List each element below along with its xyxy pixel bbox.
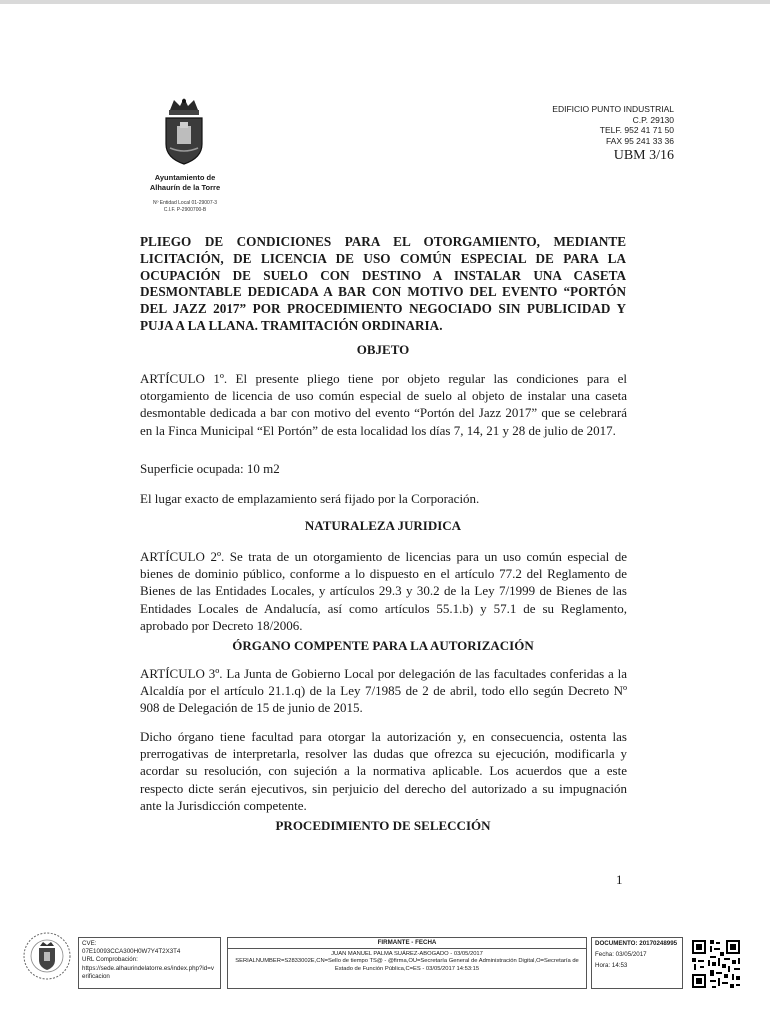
coat-of-arms-icon (160, 96, 208, 168)
fecha-label: Fecha: (595, 951, 614, 959)
address-block (552, 104, 674, 146)
documento-number: 20170248995 (639, 940, 678, 947)
signature-box (227, 937, 587, 989)
cve-code: 07E10093CCA300H0W7Y4T2X3T4 (82, 948, 181, 956)
org-line-2: Alhaurín de la Torre (149, 183, 221, 192)
cve-label: CVE: (82, 940, 97, 947)
organization-ids (130, 200, 240, 214)
signer-line: JUAN MANUEL PALMA SUÁREZ-ABOGADO - 03/05/2017 (331, 951, 483, 957)
qr-code-icon (690, 938, 742, 990)
entity-id: Nº Entidad Local 01-29007-3 (152, 200, 218, 206)
paragraph: El lugar exacto de emplazamiento será fijado por la Corporación. (140, 491, 480, 506)
hora-label: Hora: (595, 962, 611, 970)
fecha-value: 03/05/2017 (615, 951, 647, 959)
document-reference: UBM 3/16 (613, 148, 674, 163)
organization-name (130, 173, 240, 193)
document-info-box (591, 937, 683, 989)
cve-box (78, 937, 221, 989)
hora-value: 14:53 (611, 962, 628, 970)
document-title: PLIEGO DE CONDICIONES PARA EL OTORGAMIENTO, MEDIANTE LICITACIÓN, DE LICENCIA DE USO COMÚN ESPECIAL DE PARA LA OCUPACIÓN DE SUELO CON DESTINO A INSTALAR UNA CASETA DESMONTABLE DEDICADA A BAR CON MOTIVO DEL EVENTO “PORTÓN DEL JAZZ 2017” POR PROCEDIMIENTO NEGOCIADO SIN PUBLICIDAD Y PUJA A LA LLANA. TRAMITACIÓN ORDINARIA. (140, 234, 626, 333)
section-heading: NATURALEZA JURIDICA (304, 518, 462, 533)
section-heading: OBJETO (356, 342, 410, 357)
address-line: C.P. 29130 (632, 114, 674, 125)
paragraph: Superficie ocupada: 10 m2 (140, 461, 280, 476)
cif: C.I.F. P-2900700-B (163, 207, 207, 213)
seal-icon (22, 930, 72, 982)
address-line: EDIFICIO PUNTO INDUSTRIAL (552, 104, 674, 114)
url-label: URL Comprobación: (82, 956, 138, 964)
paragraph: ARTÍCULO 3º. La Junta de Gobierno Local por delegación de las facultades conferidas a la Alcaldía por el artículo 21.1.q) de la Ley 7/1985 de 2 de abril, todo ello según Decreto Nº 908 de Delegación de 15 de junio de 2015. (140, 666, 627, 716)
documento-label: DOCUMENTO: (595, 940, 638, 947)
scan-edge (0, 0, 770, 4)
verification-url[interactable]: https://sede.alhaurindelatorre.es/index.php?id=verificacion (82, 964, 214, 980)
signature-body (228, 949, 586, 975)
section-heading: ÓRGANO COMPENTE PARA LA AUTORIZACIÓN (232, 638, 534, 653)
address-line: TELF. 952 41 71 50 (599, 125, 674, 135)
paragraph: ARTÍCULO 2º. Se trata de un otorgamiento de licencias para un uso común especial de bienes de dominio público, conforme a lo dispuesto en el artículo 77.2 del Reglamento de Bienes de las Entidades Locales, y artículos 29.3 y 30.2 de la Ley 7/1999 de Bienes de las Entidades Locales de Andalucía, así como artículos 55.1.b) y 57.1 de su Reglamento, aprobado por Decreto 18/2006. (140, 549, 627, 633)
signature-header: FIRMANTE - FECHA (228, 938, 586, 949)
org-line-1: Ayuntamiento de (154, 173, 216, 182)
section-heading: PROCEDIMIENTO DE SELECCIÓN (275, 818, 491, 833)
page-number: 1 (616, 872, 623, 887)
timestamp-line: SERIALNUMBER=S2833002E,CN=Sello de tiempo TS@ - @firma,OU=Secretaría General de Administración Digital,O=Secretaría de Estado de Función Pública,C=ES - 03/05/2017 14:53:15 (235, 958, 579, 972)
address-line: FAX 95 241 33 36 (605, 135, 674, 146)
paragraph: ARTÍCULO 1º. El presente pliego tiene por objeto regular las condiciones para el otorgamiento de licencia de uso común especial de suelo al objeto de instalar una caseta desmontable dedicada a bar con motivo del evento “Portón del Jazz 2017” que se celebrará en la Finca Municipal “El Portón” de esta localidad los días 7, 14, 21 y 28 de julio de 2017. (140, 371, 627, 438)
paragraph: Dicho órgano tiene facultad para otorgar la autorización y, en consecuencia, ostenta las prerrogativas de interpretarla, resolver las dudas que ofrezca su ejecución, modificarla y acordar su resolución, con sujeción a la normativa aplicable. Los acuerdos que a este respecto dicte serán ejecutivos, sin perjuicio del derecho del autorizado a su impugnación ante la Jurisdicción competente. (140, 729, 627, 813)
